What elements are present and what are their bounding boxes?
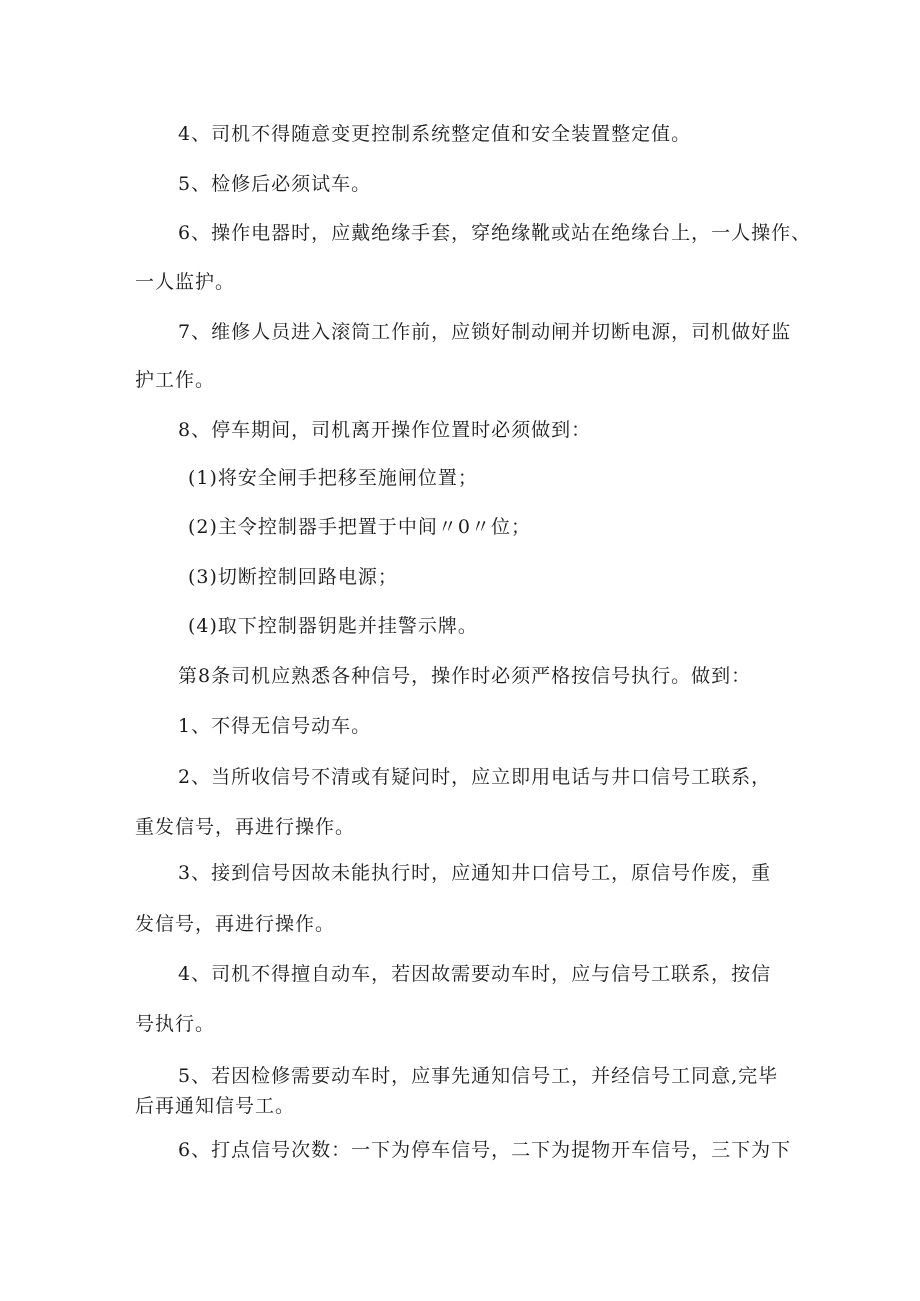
text-line: 7、维修人员进入滚筒工作前，应锁好制动闸并切断电源，司机做好监 <box>178 321 792 343</box>
text-line: 重发信号，再进行操作。 <box>135 816 356 838</box>
text-line: 6、打点信号次数：一下为停车信号，二下为提物开车信号，三下为下 <box>178 1139 792 1161</box>
text-line: 1、不得无信号动车。 <box>178 715 372 737</box>
text-line: 4、司机不得擅自动车，若因故需要动车时，应与信号工联系，按信 <box>178 963 772 985</box>
text-line: 后再通知信号工。 <box>135 1095 296 1117</box>
text-line: 护工作。 <box>135 369 216 391</box>
text-line: 第8条司机应熟悉各种信号，操作时必须严格按信号执行。做到： <box>178 665 752 687</box>
text-line: 一人监护。 <box>135 271 236 293</box>
text-line: 5、检修后必须试车。 <box>178 173 372 195</box>
text-line: 号执行。 <box>135 1013 216 1035</box>
text-line: 3、接到信号因故未能执行时，应通知井口信号工，原信号作废，重 <box>178 862 772 884</box>
text-line: 5、若因检修需要动车时，应事先通知信号工，并经信号工同意,完毕 <box>178 1065 779 1087</box>
text-line: (1)将安全闸手把移至施闸位置； <box>188 467 478 489</box>
text-line: (3)切断控制回路电源； <box>188 566 398 588</box>
text-line: (4)取下控制器钥匙并挂警示牌。 <box>188 615 478 637</box>
text-line: (2)主令控制器手把置于中间〃0〃位； <box>188 516 532 538</box>
text-line: 2、当所收信号不清或有疑问时，应立即用电话与井口信号工联系， <box>178 766 772 788</box>
text-line: 6、操作电器时，应戴绝缘手套，穿绝缘靴或站在绝缘台上，一人操作、 <box>178 222 812 244</box>
text-line: 4、司机不得随意变更控制系统整定值和安全装置整定值。 <box>178 123 692 145</box>
text-line: 发信号，再进行操作。 <box>135 913 336 935</box>
text-line: 8、停车期间，司机离开操作位置时必须做到： <box>178 419 592 441</box>
